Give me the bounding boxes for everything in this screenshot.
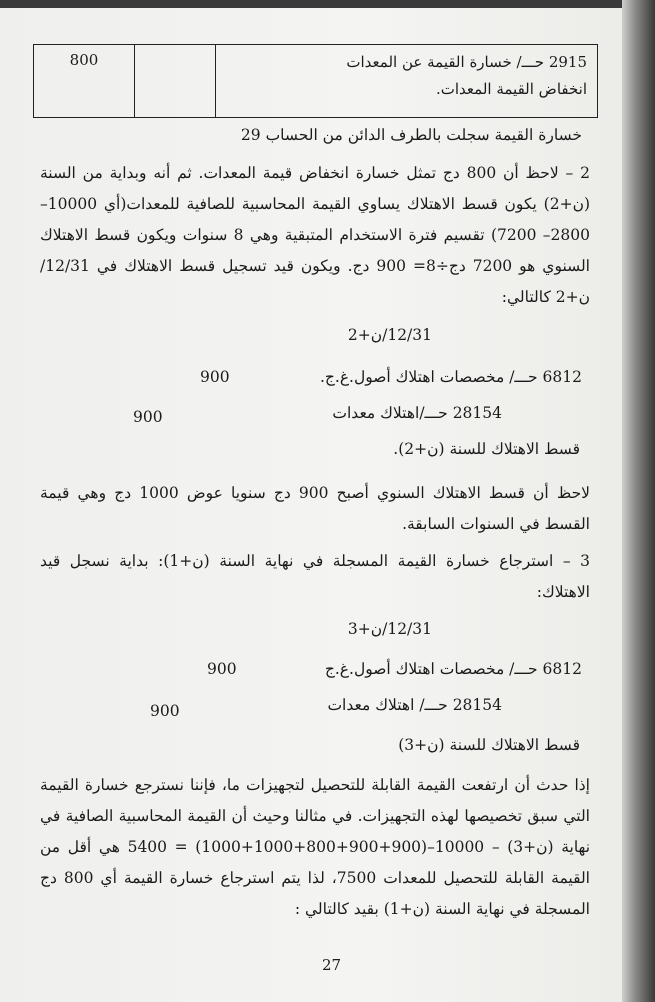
journal2-debit-line: 6812 حـــ/ مخصصات اهتلاك أصول.غ.ج [324, 660, 582, 678]
document-page [0, 8, 622, 1002]
entry-description [216, 45, 598, 118]
journal2-debit-amount: 900 [207, 660, 237, 678]
journal2-credit-line: 28154 حـــ/ اهتلاك معدات [327, 696, 502, 714]
journal2-date: 12/31/ن+3 [347, 620, 432, 638]
entry-empty-column [135, 45, 216, 118]
journal1-debit-line: 6812 حـــ/ مخصصات اهتلاك أصول.غ.ج. [319, 368, 582, 386]
journal1-caption: قسط الاهتلاك للسنة (ن+2). [393, 440, 580, 458]
journal-entry-table [33, 44, 598, 118]
account-note: خسارة القيمة سجلت بالطرف الدائن من الحساب 29 [240, 126, 582, 144]
journal1-date: 12/31/ن+2 [347, 326, 432, 344]
journal2-caption: قسط الاهتلاك للسنة (ن+3) [398, 736, 580, 754]
journal1-credit-amount: 900 [133, 408, 163, 426]
paragraph-note: لاحظ أن قسط الاهتلاك السنوي أصبح 900 دج سنويا عوض 1000 دج وهي قيمة القسط في السنوات السابقة. [40, 484, 590, 533]
scan-top-edge [0, 0, 655, 8]
entry-amount: 800 [34, 45, 135, 118]
book-gutter-shadow [622, 0, 655, 1002]
journal2-credit-amount: 900 [150, 702, 180, 720]
paragraph-2: 2 – لاحظ أن 800 دج تمثل خسارة انخفاض قيمة المعدات. ثم أنه وبداية من السنة (ن+2) يكون قسط الاهتلاك يساوي القيمة المحاسبية للصافية للمعدات(أي 10000–2800– 7200) تقسيم فترة الاستخدام المتبقية وهي 8 سنوات ويكون قسط الاهتلاك السنوي هو 7200 دج÷8= 900 دج. ويكون قيد تسجيل قسط الاهتلاك في 12/31/ن+2 كالتالي: [40, 164, 590, 306]
entry-line-1: 2915 حـــ/ خسارة القيمة عن المعدات [346, 53, 587, 71]
paragraph-final: إذا حدث أن ارتفعت القيمة القابلة للتحصيل لتجهيزات ما، فإننا نسترجع خسارة القيمة التي سبق تخصيصها لهذه التجهيزات. في مثالنا وحيث أن القيمة المحاسبية الصافية في نهاية (ن+3) – 10000–(900+900+800+1000+1000) = 5400 هي أقل من القيمة القابلة للتحصيل للمعدات 7500، لذا يتم استرجاع خسارة القيمة أي 800 دج المسجلة في نهاية السنة (ن+1) بقيد كالتالي : [40, 776, 591, 918]
page-number: 27 [322, 956, 342, 974]
entry-line-2: انخفاض القيمة المعدات. [436, 80, 587, 98]
paragraph-3: 3 – استرجاع خسارة القيمة المسجلة في نهاية السنة (ن+1): بداية نسجل قيد الاهتلاك: [40, 552, 590, 601]
journal1-debit-amount: 900 [200, 368, 230, 386]
journal1-credit-line: 28154 حـــ/اهتلاك معدات [332, 404, 502, 422]
